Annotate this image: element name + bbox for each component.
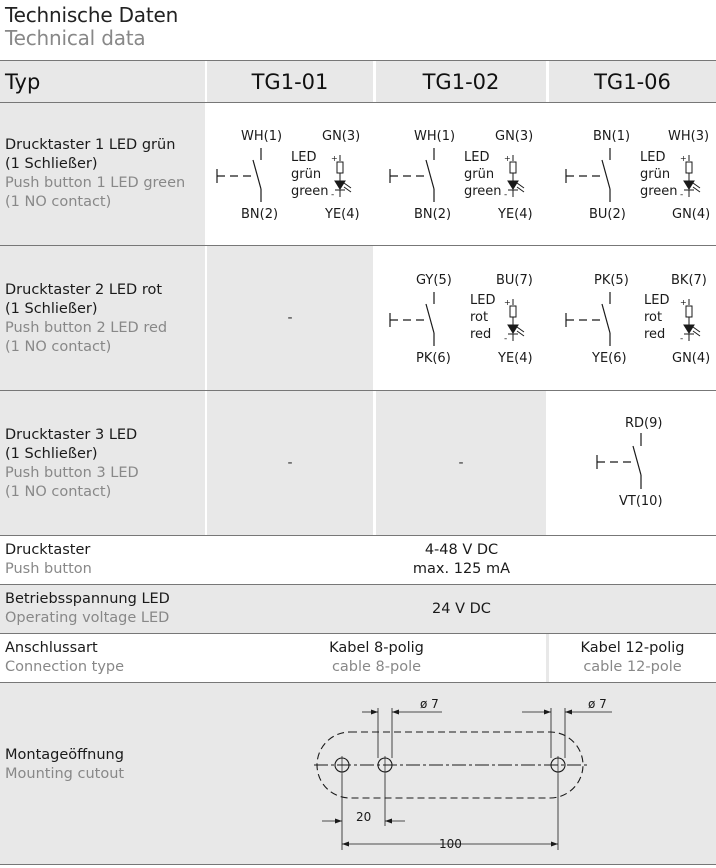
row-pb2-de1: Drucktaster 2 LED rot — [5, 282, 163, 298]
wire-label: WH(3) — [668, 129, 710, 144]
led-label: rot — [644, 310, 663, 325]
row-pb3-c1: - — [207, 391, 373, 535]
row-pb1-label — [5, 136, 185, 212]
switch-symbol-icon — [217, 148, 261, 202]
plus-sign: + — [331, 154, 338, 163]
wire-label: VT(10) — [619, 494, 663, 509]
plus-sign: + — [680, 298, 687, 307]
row-pb2-en2: (1 NO contact) — [5, 339, 112, 355]
led-label: green — [291, 184, 329, 199]
row-pb1-de2: (1 Schließer) — [5, 156, 98, 172]
row-pb2-label — [5, 281, 167, 357]
minus-sign: - — [504, 190, 508, 200]
led-label: grün — [464, 167, 495, 182]
header-tg1-02: TG1-02 — [376, 61, 546, 102]
row-pb2-c3 — [549, 246, 716, 390]
row-pb1-en1: Push button 1 LED green — [5, 175, 186, 191]
switch-led-diagram — [376, 103, 546, 245]
row-pb3-c2: - — [376, 391, 546, 535]
row-pb1-c2 — [376, 103, 546, 245]
wire-label: BU(2) — [589, 207, 626, 222]
row-pb1-en2: (1 NO contact) — [5, 194, 112, 210]
switch-led-diagram — [549, 103, 716, 245]
conn-a-en: cable 8-pole — [331, 659, 422, 675]
switch-symbol-icon — [597, 433, 641, 489]
led-label: green — [464, 184, 502, 199]
row-pb2-en1: Push button 2 LED red — [5, 320, 168, 336]
mounting-cutout-drawing — [300, 690, 607, 860]
row-mount-de: Montageöffnung — [5, 747, 124, 763]
wire-label: GN(3) — [495, 129, 534, 144]
wire-label: PK(5) — [594, 273, 629, 288]
wire-label: YE(6) — [592, 351, 627, 366]
header-tg1-06: TG1-06 — [549, 61, 716, 102]
row-mount-en: Mounting cutout — [5, 766, 125, 782]
wire-label: RD(9) — [625, 416, 663, 431]
switch-symbol-icon — [390, 148, 434, 202]
led-label: LED — [644, 293, 670, 308]
plus-sign: + — [680, 154, 687, 163]
switch-diagram — [549, 391, 716, 535]
wire-label: WH(1) — [414, 129, 456, 144]
row-pb2-c2 — [376, 246, 546, 390]
wire-label: GN(4) — [672, 207, 711, 222]
rule — [0, 864, 716, 865]
row-mount-label — [5, 746, 124, 784]
minus-sign: - — [680, 334, 684, 344]
plus-sign: + — [504, 154, 511, 163]
switch-symbol-icon — [390, 292, 434, 346]
row-push-label — [5, 541, 92, 579]
wire-label: GY(5) — [416, 273, 452, 288]
wire-label: YE(4) — [498, 207, 533, 222]
header-typ: Typ — [0, 61, 205, 102]
row-pb2-c1: - — [207, 246, 373, 390]
conn-b-en: cable 12-pole — [583, 659, 682, 675]
conn-b-de: Kabel 12-polig — [580, 640, 685, 656]
plus-sign: + — [504, 298, 511, 307]
dimension-arrows-icon — [335, 710, 572, 847]
wire-label: BU(7) — [496, 273, 533, 288]
minus-sign: - — [680, 190, 684, 200]
row-pb1-c1 — [207, 103, 373, 245]
op-voltage: 24 V DC — [432, 600, 491, 617]
led-label: green — [640, 184, 678, 199]
dim-100: 100 — [439, 837, 462, 851]
row-pb3-label — [5, 426, 139, 502]
wire-label: BN(2) — [241, 207, 279, 222]
row-op-de: Betriebsspannung LED — [5, 591, 170, 607]
row-pb3-de2: (1 Schließer) — [5, 446, 98, 462]
led-label: LED — [640, 150, 666, 165]
row-push-de: Drucktaster — [5, 542, 91, 558]
row-pb2-de2: (1 Schließer) — [5, 301, 98, 317]
dim-20: 20 — [356, 810, 372, 824]
title-de: Technische Daten — [5, 3, 179, 27]
wire-label: WH(1) — [241, 129, 283, 144]
row-conn-label — [5, 639, 124, 677]
row-pb3-de1: Drucktaster 3 LED — [5, 427, 138, 443]
push-current: max. 125 mA — [412, 561, 511, 577]
row-pb3-c3 — [549, 391, 716, 535]
row-pb3-en1: Push button 3 LED — [5, 465, 139, 481]
wire-label: BN(2) — [414, 207, 452, 222]
switch-led-diagram — [376, 246, 546, 390]
wire-label: BN(1) — [593, 129, 631, 144]
wire-label: BK(7) — [671, 273, 707, 288]
row-conn-value-a — [207, 634, 546, 682]
row-conn-en: Connection type — [5, 659, 125, 675]
led-label: grün — [291, 167, 322, 182]
wire-label: GN(4) — [672, 351, 711, 366]
header-tg1-01: TG1-01 — [207, 61, 373, 102]
dim-diameter-left: ø 7 — [420, 697, 439, 711]
row-op-en: Operating voltage LED — [5, 610, 170, 626]
switch-led-diagram — [207, 103, 373, 245]
row-conn-value-b — [549, 634, 716, 682]
switch-symbol-icon — [566, 148, 610, 202]
switch-symbol-icon — [566, 292, 610, 346]
led-label: rot — [470, 310, 489, 325]
row-push-value — [207, 536, 716, 584]
led-label: red — [470, 327, 492, 342]
led-label: LED — [470, 293, 496, 308]
led-label: grün — [640, 167, 671, 182]
wire-label: PK(6) — [416, 351, 451, 366]
led-label: LED — [291, 150, 317, 165]
led-label: red — [644, 327, 666, 342]
wire-label: YE(4) — [498, 351, 533, 366]
dim-diameter-right: ø 7 — [588, 697, 607, 711]
row-pb1-de1: Drucktaster 1 LED grün — [5, 137, 176, 153]
wire-label: YE(4) — [325, 207, 360, 222]
row-op-label — [5, 590, 170, 628]
wire-label: GN(3) — [322, 129, 361, 144]
row-pb3-en2: (1 NO contact) — [5, 484, 112, 500]
row-push-en: Push button — [5, 561, 92, 577]
row-op-value — [207, 585, 716, 633]
minus-sign: - — [504, 334, 508, 344]
title-en: Technical data — [5, 26, 146, 50]
push-voltage: 4-48 V DC — [424, 542, 499, 558]
switch-led-diagram — [549, 246, 716, 390]
minus-sign: - — [331, 190, 335, 200]
row-conn-de: Anschlussart — [5, 640, 98, 656]
row-pb1-c3 — [549, 103, 716, 245]
led-label: LED — [464, 150, 490, 165]
conn-a-de: Kabel 8-polig — [329, 640, 424, 656]
